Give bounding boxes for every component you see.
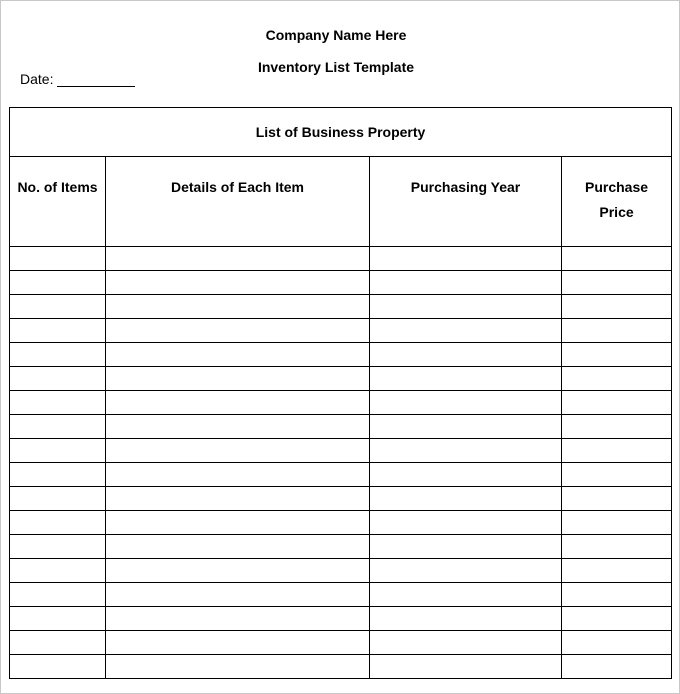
cell-purchasing-year[interactable] — [370, 295, 562, 319]
table-row — [10, 511, 672, 535]
date-row — [20, 71, 135, 87]
table-row — [10, 271, 672, 295]
table-row — [10, 295, 672, 319]
cell-no-of-items[interactable] — [10, 559, 106, 583]
cell-purchase-price[interactable] — [562, 535, 672, 559]
cell-purchase-price[interactable] — [562, 391, 672, 415]
table-row — [10, 391, 672, 415]
cell-details[interactable] — [106, 607, 370, 631]
date-label: Date: — [20, 71, 54, 87]
cell-details[interactable] — [106, 391, 370, 415]
cell-purchase-price[interactable] — [562, 319, 672, 343]
document-title: Inventory List Template — [257, 59, 415, 75]
cell-purchase-price[interactable] — [562, 631, 672, 655]
cell-details[interactable] — [106, 487, 370, 511]
cell-no-of-items[interactable] — [10, 463, 106, 487]
cell-purchasing-year[interactable] — [370, 535, 562, 559]
cell-no-of-items[interactable] — [10, 415, 106, 439]
cell-purchasing-year[interactable] — [370, 415, 562, 439]
table-body — [10, 247, 672, 679]
inventory-table — [9, 107, 672, 679]
table-row — [10, 655, 672, 679]
cell-purchase-price[interactable] — [562, 559, 672, 583]
cell-no-of-items[interactable] — [10, 511, 106, 535]
cell-no-of-items[interactable] — [10, 343, 106, 367]
cell-no-of-items[interactable] — [10, 319, 106, 343]
cell-no-of-items[interactable] — [10, 487, 106, 511]
cell-purchase-price[interactable] — [562, 439, 672, 463]
cell-details[interactable] — [106, 655, 370, 679]
table-row — [10, 535, 672, 559]
cell-no-of-items[interactable] — [10, 631, 106, 655]
cell-purchase-price[interactable] — [562, 295, 672, 319]
cell-no-of-items[interactable] — [10, 247, 106, 271]
cell-details[interactable] — [106, 631, 370, 655]
cell-purchasing-year[interactable] — [370, 559, 562, 583]
cell-details[interactable] — [106, 535, 370, 559]
cell-details[interactable] — [106, 583, 370, 607]
table-header-row — [10, 157, 672, 247]
cell-no-of-items[interactable] — [10, 391, 106, 415]
cell-no-of-items[interactable] — [10, 367, 106, 391]
cell-details[interactable] — [106, 511, 370, 535]
column-header-no-of-items: No. of Items — [10, 157, 106, 247]
table-row — [10, 319, 672, 343]
column-header-details: Details of Each Item — [106, 157, 370, 247]
cell-details[interactable] — [106, 439, 370, 463]
cell-no-of-items[interactable] — [10, 439, 106, 463]
cell-purchase-price[interactable] — [562, 415, 672, 439]
cell-purchasing-year[interactable] — [370, 487, 562, 511]
cell-purchasing-year[interactable] — [370, 247, 562, 271]
cell-no-of-items[interactable] — [10, 655, 106, 679]
cell-details[interactable] — [106, 415, 370, 439]
table-row — [10, 583, 672, 607]
cell-purchasing-year[interactable] — [370, 583, 562, 607]
table-caption: List of Business Property — [10, 108, 672, 157]
cell-purchasing-year[interactable] — [370, 319, 562, 343]
cell-purchase-price[interactable] — [562, 511, 672, 535]
cell-no-of-items[interactable] — [10, 295, 106, 319]
table-row — [10, 439, 672, 463]
cell-purchase-price[interactable] — [562, 463, 672, 487]
table-row — [10, 367, 672, 391]
cell-details[interactable] — [106, 559, 370, 583]
table-row — [10, 607, 672, 631]
table-row — [10, 343, 672, 367]
column-header-purchase-price: Purchase Price — [562, 157, 672, 247]
table-row — [10, 415, 672, 439]
cell-details[interactable] — [106, 367, 370, 391]
cell-details[interactable] — [106, 271, 370, 295]
cell-purchasing-year[interactable] — [370, 367, 562, 391]
cell-purchasing-year[interactable] — [370, 607, 562, 631]
date-fill-line[interactable] — [57, 72, 135, 87]
cell-purchase-price[interactable] — [562, 367, 672, 391]
table-row — [10, 559, 672, 583]
cell-no-of-items[interactable] — [10, 583, 106, 607]
cell-purchasing-year[interactable] — [370, 511, 562, 535]
table-row — [10, 631, 672, 655]
cell-purchase-price[interactable] — [562, 487, 672, 511]
cell-purchasing-year[interactable] — [370, 343, 562, 367]
cell-purchase-price[interactable] — [562, 607, 672, 631]
cell-purchasing-year[interactable] — [370, 391, 562, 415]
cell-purchasing-year[interactable] — [370, 655, 562, 679]
cell-purchasing-year[interactable] — [370, 271, 562, 295]
cell-details[interactable] — [106, 343, 370, 367]
cell-no-of-items[interactable] — [10, 535, 106, 559]
cell-details[interactable] — [106, 319, 370, 343]
column-header-purchasing-year: Purchasing Year — [370, 157, 562, 247]
cell-purchase-price[interactable] — [562, 343, 672, 367]
cell-purchase-price[interactable] — [562, 247, 672, 271]
cell-purchasing-year[interactable] — [370, 439, 562, 463]
cell-purchase-price[interactable] — [562, 583, 672, 607]
cell-details[interactable] — [106, 295, 370, 319]
table-row — [10, 487, 672, 511]
cell-no-of-items[interactable] — [10, 607, 106, 631]
table-row — [10, 247, 672, 271]
cell-details[interactable] — [106, 463, 370, 487]
cell-purchase-price[interactable] — [562, 655, 672, 679]
cell-purchasing-year[interactable] — [370, 463, 562, 487]
cell-purchase-price[interactable] — [562, 271, 672, 295]
table-row — [10, 463, 672, 487]
company-name: Company Name Here — [265, 27, 407, 43]
cell-details[interactable] — [106, 247, 370, 271]
cell-purchasing-year[interactable] — [370, 631, 562, 655]
cell-no-of-items[interactable] — [10, 271, 106, 295]
